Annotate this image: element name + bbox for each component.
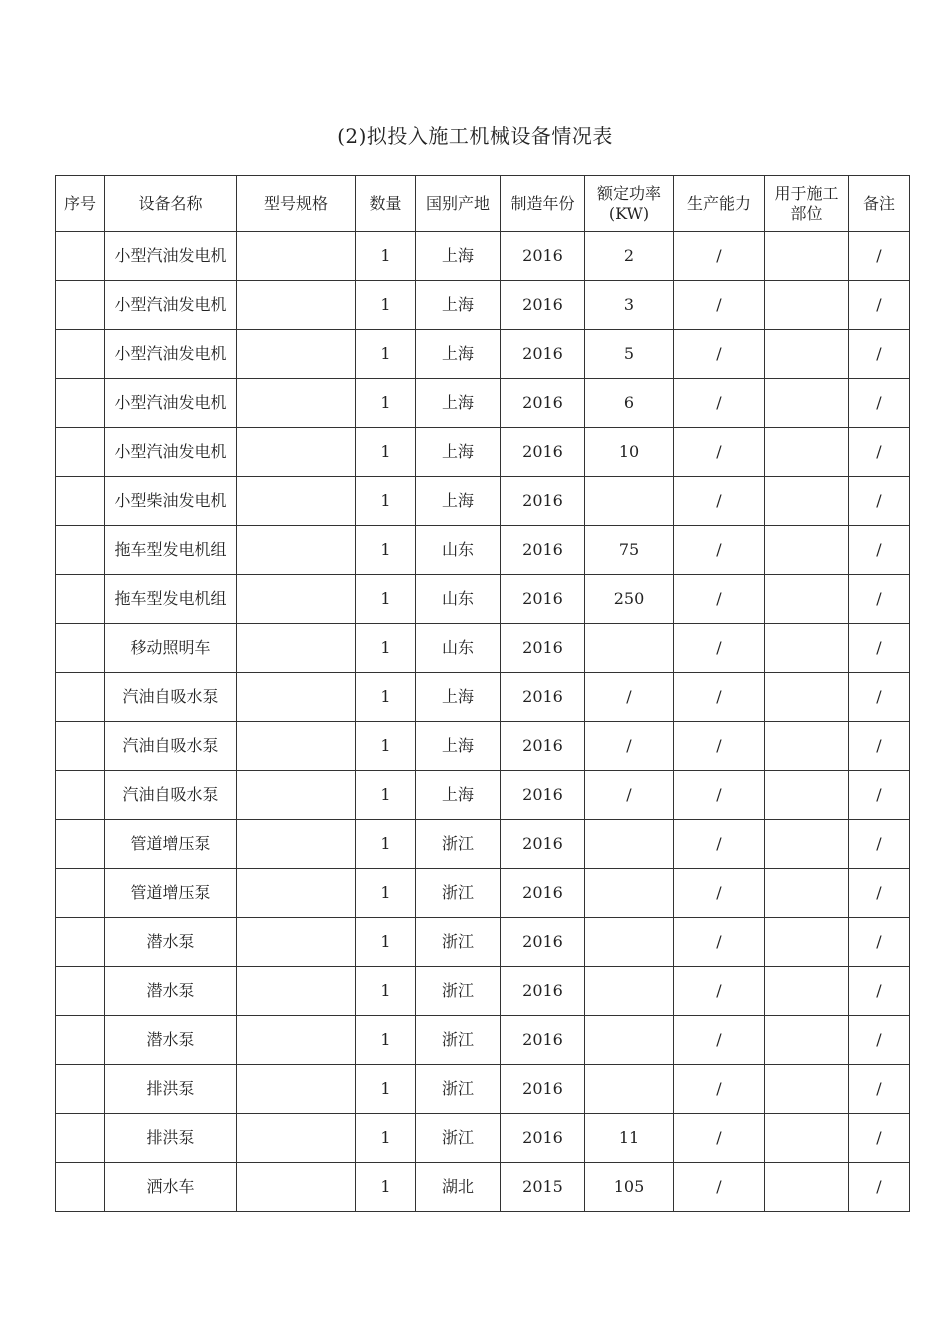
cell-position bbox=[765, 1163, 849, 1212]
cell-model bbox=[237, 869, 356, 918]
cell-seq bbox=[56, 526, 105, 575]
cell-qty: 1 bbox=[356, 722, 416, 771]
cell-year: 2016 bbox=[501, 673, 585, 722]
cell-year: 2016 bbox=[501, 820, 585, 869]
cell-position bbox=[765, 1016, 849, 1065]
cell-model bbox=[237, 477, 356, 526]
cell-qty: 1 bbox=[356, 771, 416, 820]
cell-year: 2016 bbox=[501, 1065, 585, 1114]
table-row bbox=[56, 526, 910, 575]
cell-seq bbox=[56, 379, 105, 428]
cell-seq bbox=[56, 967, 105, 1016]
cell-remark: / bbox=[849, 428, 910, 477]
cell-year: 2016 bbox=[501, 379, 585, 428]
cell-model bbox=[237, 967, 356, 1016]
col-header-seq: 序号 bbox=[56, 176, 105, 232]
cell-remark: / bbox=[849, 771, 910, 820]
cell-origin: 山东 bbox=[416, 526, 501, 575]
cell-capacity: / bbox=[674, 624, 765, 673]
cell-power: / bbox=[585, 771, 674, 820]
cell-remark: / bbox=[849, 1114, 910, 1163]
cell-model bbox=[237, 1016, 356, 1065]
cell-model bbox=[237, 918, 356, 967]
table-row bbox=[56, 477, 910, 526]
cell-capacity: / bbox=[674, 771, 765, 820]
cell-origin: 浙江 bbox=[416, 820, 501, 869]
cell-position bbox=[765, 428, 849, 477]
cell-model bbox=[237, 820, 356, 869]
cell-year: 2016 bbox=[501, 1114, 585, 1163]
page-title: (2)拟投入施工机械设备情况表 bbox=[337, 124, 613, 148]
cell-position bbox=[765, 232, 849, 281]
cell-remark: / bbox=[849, 232, 910, 281]
cell-origin: 上海 bbox=[416, 673, 501, 722]
cell-position bbox=[765, 967, 849, 1016]
cell-seq bbox=[56, 575, 105, 624]
cell-capacity: / bbox=[674, 428, 765, 477]
cell-capacity: / bbox=[674, 1016, 765, 1065]
cell-position bbox=[765, 1114, 849, 1163]
cell-power: 6 bbox=[585, 379, 674, 428]
cell-year: 2016 bbox=[501, 575, 585, 624]
col-header-model: 型号规格 bbox=[237, 176, 356, 232]
cell-position bbox=[765, 624, 849, 673]
cell-origin: 浙江 bbox=[416, 1114, 501, 1163]
cell-year: 2016 bbox=[501, 526, 585, 575]
cell-power bbox=[585, 869, 674, 918]
cell-seq bbox=[56, 281, 105, 330]
cell-qty: 1 bbox=[356, 918, 416, 967]
cell-remark: / bbox=[849, 379, 910, 428]
cell-power: / bbox=[585, 722, 674, 771]
table-row bbox=[56, 624, 910, 673]
cell-name: 汽油自吸水泵 bbox=[105, 771, 237, 820]
cell-qty: 1 bbox=[356, 330, 416, 379]
cell-qty: 1 bbox=[356, 232, 416, 281]
cell-year: 2016 bbox=[501, 869, 585, 918]
cell-name: 管道增压泵 bbox=[105, 820, 237, 869]
cell-name: 小型汽油发电机 bbox=[105, 428, 237, 477]
cell-model bbox=[237, 624, 356, 673]
cell-qty: 1 bbox=[356, 624, 416, 673]
cell-power: 11 bbox=[585, 1114, 674, 1163]
cell-capacity: / bbox=[674, 1163, 765, 1212]
cell-remark: / bbox=[849, 624, 910, 673]
cell-year: 2016 bbox=[501, 477, 585, 526]
cell-year: 2016 bbox=[501, 722, 585, 771]
cell-capacity: / bbox=[674, 967, 765, 1016]
cell-power bbox=[585, 624, 674, 673]
cell-remark: / bbox=[849, 281, 910, 330]
cell-name: 小型汽油发电机 bbox=[105, 379, 237, 428]
cell-year: 2016 bbox=[501, 1016, 585, 1065]
cell-power: 250 bbox=[585, 575, 674, 624]
cell-capacity: / bbox=[674, 918, 765, 967]
cell-seq bbox=[56, 330, 105, 379]
cell-name: 小型汽油发电机 bbox=[105, 330, 237, 379]
cell-capacity: / bbox=[674, 869, 765, 918]
col-header-origin: 国别产地 bbox=[416, 176, 501, 232]
col-header-power: 额定功率(KW) bbox=[585, 176, 674, 232]
cell-seq bbox=[56, 722, 105, 771]
table-header-row bbox=[56, 176, 910, 232]
cell-remark: / bbox=[849, 918, 910, 967]
cell-qty: 1 bbox=[356, 673, 416, 722]
cell-qty: 1 bbox=[356, 967, 416, 1016]
cell-year: 2015 bbox=[501, 1163, 585, 1212]
cell-remark: / bbox=[849, 330, 910, 379]
table-row bbox=[56, 918, 910, 967]
cell-seq bbox=[56, 624, 105, 673]
table-row bbox=[56, 820, 910, 869]
cell-power bbox=[585, 918, 674, 967]
cell-model bbox=[237, 428, 356, 477]
cell-year: 2016 bbox=[501, 281, 585, 330]
cell-capacity: / bbox=[674, 575, 765, 624]
cell-position bbox=[765, 673, 849, 722]
table-row bbox=[56, 1016, 910, 1065]
cell-origin: 上海 bbox=[416, 281, 501, 330]
cell-qty: 1 bbox=[356, 1065, 416, 1114]
cell-qty: 1 bbox=[356, 820, 416, 869]
cell-seq bbox=[56, 918, 105, 967]
cell-capacity: / bbox=[674, 526, 765, 575]
cell-position bbox=[765, 869, 849, 918]
cell-qty: 1 bbox=[356, 477, 416, 526]
cell-year: 2016 bbox=[501, 330, 585, 379]
cell-position bbox=[765, 575, 849, 624]
col-header-year: 制造年份 bbox=[501, 176, 585, 232]
cell-origin: 上海 bbox=[416, 477, 501, 526]
cell-year: 2016 bbox=[501, 918, 585, 967]
cell-position bbox=[765, 379, 849, 428]
cell-power: 75 bbox=[585, 526, 674, 575]
cell-name: 移动照明车 bbox=[105, 624, 237, 673]
col-header-qty: 数量 bbox=[356, 176, 416, 232]
cell-qty: 1 bbox=[356, 526, 416, 575]
cell-capacity: / bbox=[674, 477, 765, 526]
cell-origin: 浙江 bbox=[416, 967, 501, 1016]
cell-origin: 上海 bbox=[416, 722, 501, 771]
cell-name: 排洪泵 bbox=[105, 1065, 237, 1114]
col-header-position: 用于施工部位 bbox=[765, 176, 849, 232]
cell-power: / bbox=[585, 673, 674, 722]
table-row bbox=[56, 428, 910, 477]
cell-position bbox=[765, 820, 849, 869]
cell-qty: 1 bbox=[356, 1016, 416, 1065]
cell-power: 10 bbox=[585, 428, 674, 477]
cell-remark: / bbox=[849, 722, 910, 771]
cell-name: 小型汽油发电机 bbox=[105, 281, 237, 330]
cell-power: 105 bbox=[585, 1163, 674, 1212]
cell-capacity: / bbox=[674, 232, 765, 281]
cell-model bbox=[237, 1163, 356, 1212]
cell-year: 2016 bbox=[501, 624, 585, 673]
cell-origin: 湖北 bbox=[416, 1163, 501, 1212]
table-row bbox=[56, 281, 910, 330]
cell-model bbox=[237, 526, 356, 575]
cell-model bbox=[237, 575, 356, 624]
cell-capacity: / bbox=[674, 1065, 765, 1114]
cell-position bbox=[765, 1065, 849, 1114]
col-header-capacity: 生产能力 bbox=[674, 176, 765, 232]
cell-remark: / bbox=[849, 673, 910, 722]
cell-name: 小型柴油发电机 bbox=[105, 477, 237, 526]
cell-name: 排洪泵 bbox=[105, 1114, 237, 1163]
cell-remark: / bbox=[849, 575, 910, 624]
table-row bbox=[56, 330, 910, 379]
cell-qty: 1 bbox=[356, 1163, 416, 1212]
cell-year: 2016 bbox=[501, 771, 585, 820]
table-row bbox=[56, 1163, 910, 1212]
table-row bbox=[56, 722, 910, 771]
cell-power: 2 bbox=[585, 232, 674, 281]
cell-qty: 1 bbox=[356, 281, 416, 330]
cell-power bbox=[585, 820, 674, 869]
cell-position bbox=[765, 477, 849, 526]
cell-year: 2016 bbox=[501, 232, 585, 281]
cell-qty: 1 bbox=[356, 869, 416, 918]
cell-origin: 浙江 bbox=[416, 869, 501, 918]
cell-qty: 1 bbox=[356, 428, 416, 477]
cell-year: 2016 bbox=[501, 428, 585, 477]
cell-capacity: / bbox=[674, 820, 765, 869]
cell-power bbox=[585, 967, 674, 1016]
cell-model bbox=[237, 330, 356, 379]
cell-origin: 浙江 bbox=[416, 1016, 501, 1065]
cell-name: 潜水泵 bbox=[105, 967, 237, 1016]
cell-remark: / bbox=[849, 1065, 910, 1114]
cell-power bbox=[585, 477, 674, 526]
cell-name: 拖车型发电机组 bbox=[105, 526, 237, 575]
equipment-table bbox=[55, 175, 910, 1212]
cell-remark: / bbox=[849, 477, 910, 526]
cell-remark: / bbox=[849, 967, 910, 1016]
table-row bbox=[56, 575, 910, 624]
cell-power bbox=[585, 1065, 674, 1114]
cell-capacity: / bbox=[674, 1114, 765, 1163]
cell-model bbox=[237, 281, 356, 330]
table-row bbox=[56, 967, 910, 1016]
cell-name: 小型汽油发电机 bbox=[105, 232, 237, 281]
cell-name: 汽油自吸水泵 bbox=[105, 722, 237, 771]
cell-capacity: / bbox=[674, 281, 765, 330]
cell-origin: 上海 bbox=[416, 330, 501, 379]
cell-origin: 上海 bbox=[416, 428, 501, 477]
cell-capacity: / bbox=[674, 722, 765, 771]
cell-remark: / bbox=[849, 526, 910, 575]
cell-capacity: / bbox=[674, 330, 765, 379]
cell-remark: / bbox=[849, 1163, 910, 1212]
cell-origin: 浙江 bbox=[416, 918, 501, 967]
cell-remark: / bbox=[849, 869, 910, 918]
table-row bbox=[56, 673, 910, 722]
cell-position bbox=[765, 918, 849, 967]
cell-power: 5 bbox=[585, 330, 674, 379]
cell-qty: 1 bbox=[356, 379, 416, 428]
cell-seq bbox=[56, 869, 105, 918]
cell-position bbox=[765, 281, 849, 330]
cell-seq bbox=[56, 1016, 105, 1065]
cell-name: 洒水车 bbox=[105, 1163, 237, 1212]
cell-origin: 上海 bbox=[416, 379, 501, 428]
cell-name: 潜水泵 bbox=[105, 1016, 237, 1065]
cell-model bbox=[237, 1065, 356, 1114]
cell-position bbox=[765, 526, 849, 575]
cell-model bbox=[237, 379, 356, 428]
col-header-remark: 备注 bbox=[849, 176, 910, 232]
cell-origin: 山东 bbox=[416, 575, 501, 624]
col-header-name: 设备名称 bbox=[105, 176, 237, 232]
table-body bbox=[56, 232, 910, 1212]
cell-remark: / bbox=[849, 820, 910, 869]
cell-seq bbox=[56, 428, 105, 477]
cell-name: 潜水泵 bbox=[105, 918, 237, 967]
cell-position bbox=[765, 722, 849, 771]
cell-model bbox=[237, 673, 356, 722]
cell-power: 3 bbox=[585, 281, 674, 330]
cell-power bbox=[585, 1016, 674, 1065]
table-row bbox=[56, 1114, 910, 1163]
table-row bbox=[56, 771, 910, 820]
cell-model bbox=[237, 1114, 356, 1163]
cell-model bbox=[237, 232, 356, 281]
cell-origin: 浙江 bbox=[416, 1065, 501, 1114]
cell-seq bbox=[56, 232, 105, 281]
table-row bbox=[56, 1065, 910, 1114]
cell-year: 2016 bbox=[501, 967, 585, 1016]
cell-origin: 上海 bbox=[416, 771, 501, 820]
cell-model bbox=[237, 771, 356, 820]
cell-name: 拖车型发电机组 bbox=[105, 575, 237, 624]
cell-capacity: / bbox=[674, 379, 765, 428]
table-row bbox=[56, 869, 910, 918]
cell-name: 汽油自吸水泵 bbox=[105, 673, 237, 722]
cell-qty: 1 bbox=[356, 575, 416, 624]
cell-seq bbox=[56, 673, 105, 722]
cell-origin: 山东 bbox=[416, 624, 501, 673]
cell-seq bbox=[56, 820, 105, 869]
cell-seq bbox=[56, 477, 105, 526]
cell-seq bbox=[56, 1163, 105, 1212]
cell-position bbox=[765, 330, 849, 379]
table-row bbox=[56, 232, 910, 281]
cell-model bbox=[237, 722, 356, 771]
cell-seq bbox=[56, 1065, 105, 1114]
cell-capacity: / bbox=[674, 673, 765, 722]
cell-origin: 上海 bbox=[416, 232, 501, 281]
cell-position bbox=[765, 771, 849, 820]
cell-seq bbox=[56, 771, 105, 820]
cell-name: 管道增压泵 bbox=[105, 869, 237, 918]
table-row bbox=[56, 379, 910, 428]
cell-seq bbox=[56, 1114, 105, 1163]
cell-remark: / bbox=[849, 1016, 910, 1065]
cell-qty: 1 bbox=[356, 1114, 416, 1163]
